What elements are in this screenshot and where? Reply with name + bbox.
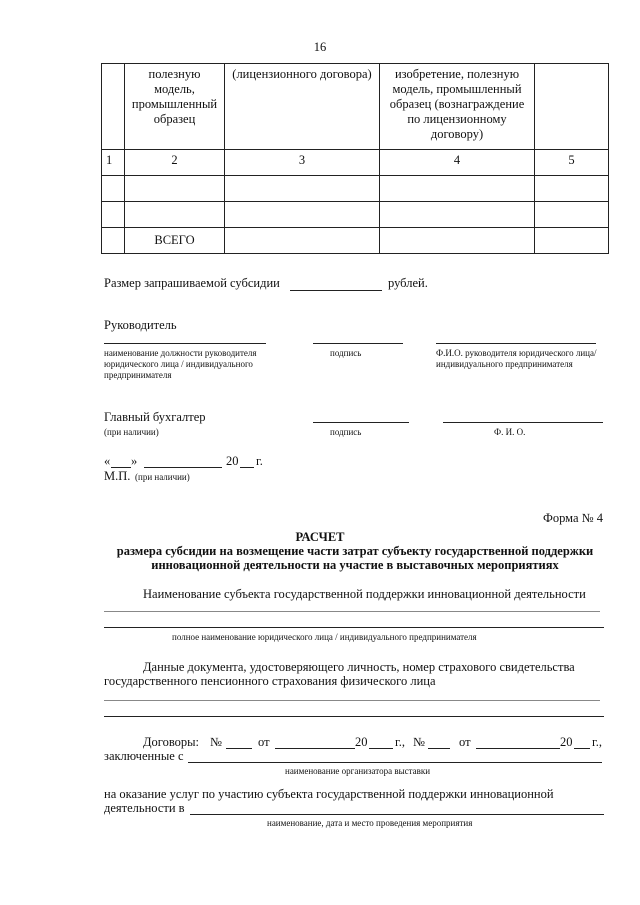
table-header-cell: изобретение, полезную модель, промышленный образец (вознаграждение по лицензионному договору) — [380, 64, 535, 150]
form-title: РАСЧЕТ — [295, 530, 345, 544]
subject-label: Наименование субъекта государственной поддержки инновационной деятельности — [143, 587, 586, 601]
accountant-signature-caption: подпись — [330, 427, 362, 437]
date-month-field[interactable] — [144, 467, 222, 468]
table-cell: 2 — [125, 150, 225, 176]
contracts-concluded: заключенные с — [104, 749, 184, 763]
contracts-label: Договоры: — [143, 735, 200, 749]
date-day-field[interactable] — [111, 467, 131, 468]
table-cell — [125, 202, 225, 228]
contract-number-field-1[interactable] — [226, 748, 252, 749]
event-field[interactable] — [190, 814, 604, 815]
document-line1: Данные документа, удостоверяющего личность, номер страхового свидетельства — [143, 660, 575, 674]
event-caption: наименование, дата и место проведения мероприятия — [267, 818, 473, 828]
services-line2: деятельности в — [104, 801, 185, 815]
table-cell — [225, 202, 380, 228]
contracts-from-2: от — [459, 735, 471, 749]
organizer-field[interactable] — [188, 762, 602, 763]
table-cell — [225, 176, 380, 202]
table-cell — [225, 228, 380, 254]
services-line1: на оказание услуг по участию субъекта государственной поддержки инновационной — [104, 787, 554, 801]
form-subtitle-line1: размера субсидии на возмещение части затрат субъекту государственной поддержки — [116, 544, 594, 558]
head-name-field[interactable] — [436, 343, 596, 344]
head-title: Руководитель — [104, 318, 177, 332]
table-cell: 3 — [225, 150, 380, 176]
table-cell — [380, 202, 535, 228]
contracts-suffix-1: г., — [395, 735, 405, 749]
date-open-quote: « — [104, 454, 111, 468]
head-name-caption: Ф.И.О. руководителя юридического лица/индивидуального предпринимателя — [436, 348, 597, 369]
subsidy-amount-field[interactable] — [290, 290, 382, 291]
contract-year-field-2[interactable] — [574, 748, 590, 749]
contracts-from-1: от — [258, 735, 270, 749]
contract-date-field-1[interactable] — [275, 748, 355, 749]
contract-date-field-2[interactable] — [476, 748, 560, 749]
contract-year-field-1[interactable] — [369, 748, 393, 749]
table-header-cell — [102, 64, 125, 150]
accountant-name-caption: Ф. И. О. — [494, 427, 526, 437]
contract-number-field-2[interactable] — [428, 748, 450, 749]
head-signature-caption: подпись — [330, 348, 362, 358]
date-year-prefix: 20 — [226, 454, 239, 468]
table-total-row — [102, 228, 609, 254]
total-label: ВСЕГО — [125, 228, 225, 254]
stamp-note: (при наличии) — [135, 472, 190, 482]
contracts-suffix-2: г., — [592, 735, 602, 749]
document-field-2[interactable] — [104, 716, 604, 717]
head-position-field[interactable] — [104, 343, 266, 344]
table-row — [102, 176, 609, 202]
table-header-cell: (лицензионного договора) — [225, 64, 380, 150]
head-signature-field[interactable] — [313, 343, 403, 344]
table-cell: 1 — [102, 150, 125, 176]
subsidy-label: Размер запрашиваемой субсидии — [104, 276, 280, 290]
subject-name-field-1[interactable] — [104, 611, 600, 612]
date-year-field[interactable] — [240, 467, 254, 468]
table-cell — [125, 176, 225, 202]
subject-caption: полное наименование юридического лица / индивидуального предпринимателя — [172, 632, 477, 642]
date-close-quote: » — [131, 454, 138, 468]
accountant-note: (при наличии) — [104, 427, 159, 437]
table-number-row — [102, 150, 609, 176]
document-field-1[interactable] — [104, 700, 600, 701]
table-cell — [380, 228, 535, 254]
table-cell — [102, 228, 125, 254]
table-cell — [102, 176, 125, 202]
subject-name-field-2[interactable] — [104, 627, 604, 628]
stamp-label: М.П. — [104, 469, 131, 483]
organizer-caption: наименование организатора выставки — [285, 766, 431, 776]
document-line2: государственного пенсионного страхования физического лица — [104, 674, 436, 688]
table-header-cell — [535, 64, 609, 150]
accountant-name-field[interactable] — [443, 422, 603, 423]
accountant-signature-field[interactable] — [313, 422, 409, 423]
table-header-row — [102, 64, 609, 150]
form-label: Форма № 4 — [543, 511, 603, 525]
table-row — [102, 202, 609, 228]
table-cell: 5 — [535, 150, 609, 176]
accountant-title: Главный бухгалтер — [104, 410, 206, 424]
table-cell — [535, 228, 609, 254]
form-subtitle-line2: инновационной деятельности на участие в выставочных мероприятиях — [151, 558, 559, 572]
contracts-year-1: 20 — [355, 735, 368, 749]
contracts-no-2: № — [413, 735, 425, 749]
head-position-caption: наименование должности руководителя юридического лица / индивидуального предпринимателя — [104, 348, 257, 380]
date-suffix: г. — [256, 454, 263, 468]
contracts-no-1: № — [210, 735, 222, 749]
table-cell — [535, 176, 609, 202]
contracts-year-2: 20 — [560, 735, 573, 749]
table-cell — [102, 202, 125, 228]
table-cell — [380, 176, 535, 202]
page-number: 16 — [313, 40, 327, 54]
table-cell: 4 — [380, 150, 535, 176]
table-cell — [535, 202, 609, 228]
costs-table — [101, 63, 609, 254]
table-header-cell: полезную модель, промышленный образец — [125, 64, 225, 150]
subsidy-unit: рублей. — [388, 276, 428, 290]
